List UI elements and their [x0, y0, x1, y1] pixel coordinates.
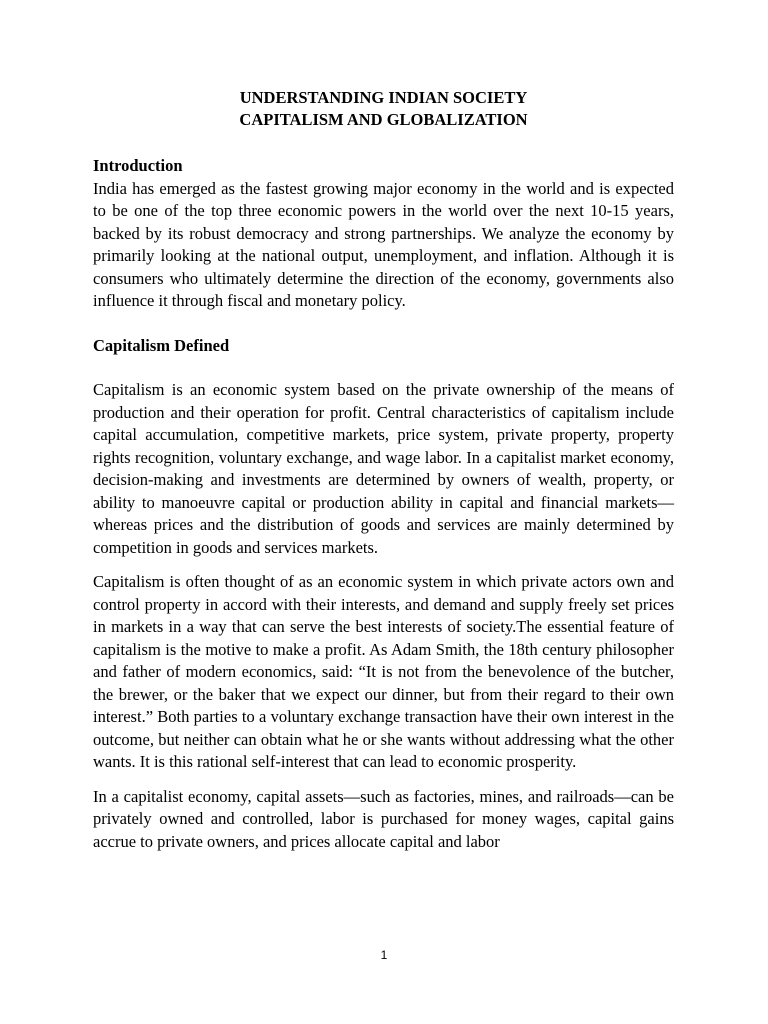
capitalism-paragraph-1: Capitalism is an economic system based on the private ownership of the means of production and their operation for profit. Central characteristics of capitalism include capital accumulation, competitive markets, price system, private property, property rights recognition, voluntary exchange, and wage labor. In a capitalist market economy, decision-making and investments are determined by owners of wealth, property, or ability to manoeuvre capital or production ability in capital and financial markets—whereas prices and the distribution of goods and services are mainly determined by competition in goods and services markets. — [93, 380, 674, 557]
section-heading-introduction: Introduction — [93, 156, 183, 175]
introduction-paragraph: India has emerged as the fastest growing major economy in the world and is expected to be one of the top three economic powers in the world over the next 10-15 years, backed by its robust democracy and strong partnerships. We analyze the economy by primarily looking at the national output, unemployment, and inflation. Although it is consumers who ultimately determine the direction of the economy, governments also influence it through fiscal and monetary policy. — [93, 178, 674, 310]
document-title-line-1: UNDERSTANDING INDIAN SOCIETY — [239, 88, 528, 107]
document-title-line-2: CAPITALISM AND GLOBALIZATION — [239, 110, 528, 129]
capitalism-paragraph-3: In a capitalist economy, capital assets—such as factories, mines, and railroads—can be privately owned and controlled, labor is purchased for money wages, capital gains accrue to private owners, and prices allocate capital and labor — [93, 786, 674, 851]
page-number: 1 — [380, 948, 388, 962]
section-heading-capitalism-defined: Capitalism Defined — [93, 335, 230, 355]
capitalism-paragraph-2: Capitalism is often thought of as an economic system in which private actors own and control property in accord with their interests, and demand and supply freely set prices in markets in a way that can serve the best interests of society.The essential feature of capitalism is the motive to make a profit. As Adam Smith, the 18th century philosopher and father of modern economics, said: “It is not from the benevolence of the butcher, the brewer, or the baker that we expect our dinner, but from their regard to their own interest.” Both parties to a voluntary exchange transaction have their own interest in the outcome, but neither can obtain what he or she wants without addressing what the other wants. It is this rational self-interest that can lead to economic prosperity. — [93, 572, 674, 771]
page-content — [93, 87, 674, 853]
